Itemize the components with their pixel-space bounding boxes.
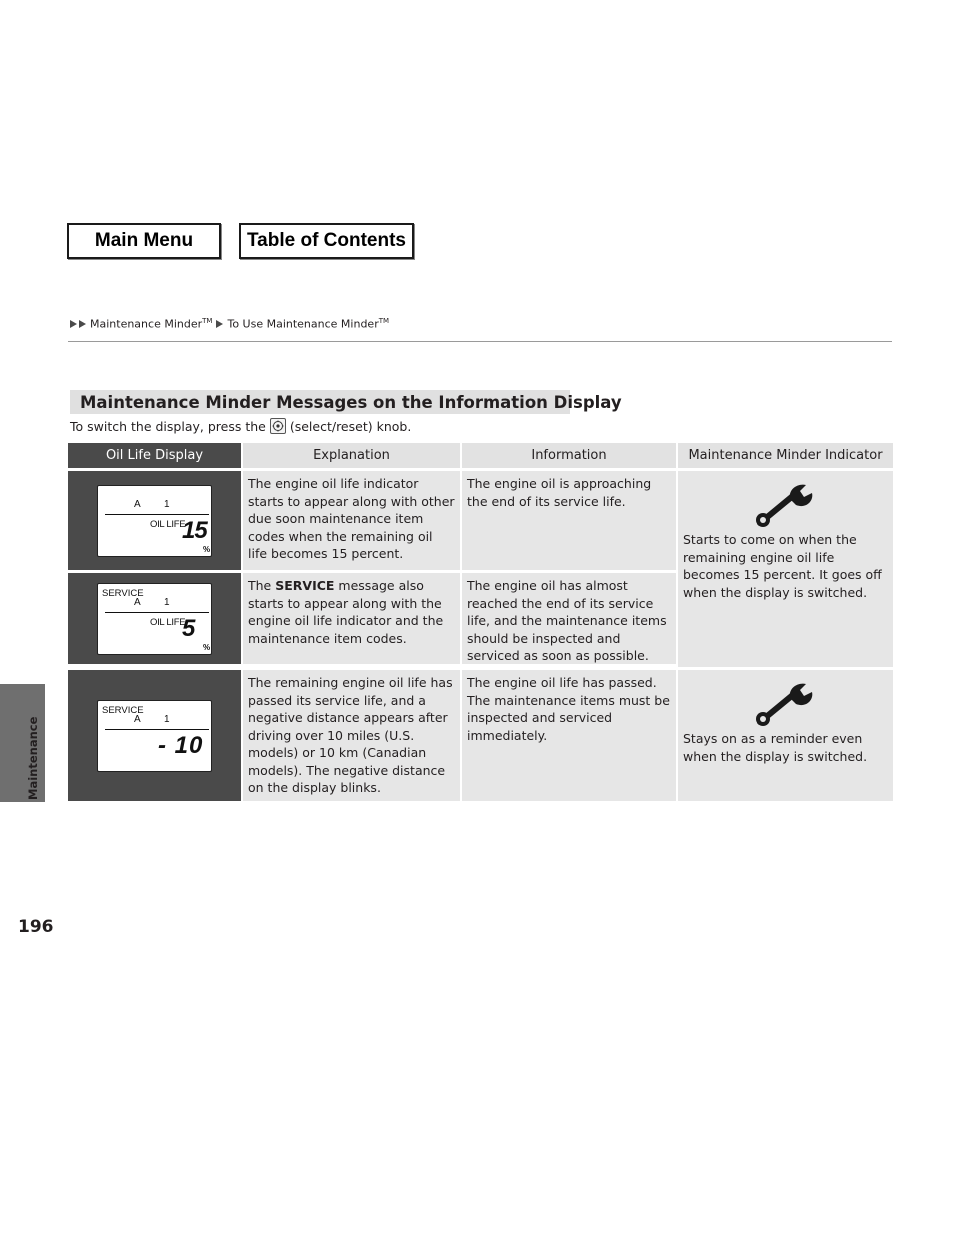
indicator-text: Stays on as a reminder even when the display is switched. (683, 731, 868, 764)
display-divider (105, 729, 209, 730)
maintenance-code-letter: A (134, 498, 141, 510)
maintenance-code-letter: A (134, 596, 141, 608)
oil-life-label: OIL LIFE (150, 518, 186, 530)
section-heading: Maintenance Minder Messages on the Information Display (70, 390, 570, 414)
maintenance-code-letter: A (134, 713, 141, 725)
info-display-screen (97, 583, 212, 655)
header-oil-life-display: Oil Life Display (68, 443, 243, 468)
service-label: SERVICE (102, 704, 144, 716)
info-display-screen (97, 700, 212, 772)
oil-life-label: OIL LIFE (150, 616, 186, 628)
header-indicator: Maintenance Minder Indicator (678, 443, 893, 468)
header-divider (68, 341, 892, 342)
service-label: SERVICE (102, 587, 144, 599)
negative-distance-value: - 10 (158, 731, 204, 759)
oil-life-display-cell (68, 471, 243, 570)
info-display-screen (97, 485, 212, 557)
breadcrumb-current: To Use Maintenance Minder™ (227, 317, 390, 331)
indicator-cell (678, 468, 893, 667)
information-cell: The engine oil life has passed. The maintenance items must be inspected and serviced immediately. (462, 670, 678, 801)
indicator-text: Starts to come on when the remaining engine oil life becomes 15 percent. It goes off when the display is switched. (683, 532, 882, 600)
table-row (68, 468, 678, 570)
breadcrumb (70, 317, 389, 331)
maintenance-code-number: 1 (164, 713, 170, 725)
information-cell: The engine oil has almost reached the end of its service life, and the maintenance items should be inspected and serviced as soon as possible. (462, 573, 678, 664)
header-information: Information (462, 443, 678, 468)
oil-life-unit: % (203, 544, 211, 554)
oil-life-value: 5 (182, 614, 195, 642)
breadcrumb-link-maintenance-minder[interactable]: Maintenance Minder™ (90, 317, 213, 331)
maintenance-messages-table (68, 443, 893, 801)
intro-text: To switch the display, press the (select/reset) knob. (70, 418, 412, 434)
oil-life-value: 15 (182, 516, 207, 544)
breadcrumb-arrow-icon (216, 320, 223, 328)
maintenance-code-number: 1 (164, 498, 170, 510)
wrench-icon (754, 481, 818, 529)
wrench-icon (754, 680, 818, 728)
select-reset-knob-icon (270, 418, 286, 434)
table-of-contents-button[interactable]: Table of Contents (239, 223, 414, 259)
maintenance-code-number: 1 (164, 596, 170, 608)
display-divider (105, 514, 209, 515)
information-cell: The engine oil is approaching the end of its service life. (462, 471, 678, 570)
page-number: 196 (18, 917, 54, 937)
oil-life-unit: % (203, 642, 211, 652)
display-divider (105, 612, 209, 613)
header-explanation: Explanation (243, 443, 462, 468)
breadcrumb-arrow-icon (79, 320, 86, 328)
side-tab-label: Maintenance (26, 716, 40, 800)
indicator-cell (678, 670, 893, 801)
breadcrumb-arrow-icon (70, 320, 77, 328)
oil-life-display-cell (68, 670, 243, 801)
table-header (68, 443, 893, 468)
explanation-cell: The SERVICE message also starts to appear along with the engine oil life indicator and the maintenance item codes. (243, 573, 462, 664)
oil-life-display-cell (68, 573, 243, 664)
explanation-cell: The remaining engine oil life has passed its service life, and a negative distance appears after driving over 10 miles (U.S. models) or 10 km (Canadian models). The negative distance on the display blinks. (243, 670, 462, 801)
main-menu-button[interactable]: Main Menu (67, 223, 221, 259)
table-row (68, 667, 893, 801)
table-row (68, 570, 678, 664)
explanation-cell: The engine oil life indicator starts to appear along with other due soon maintenance item codes when the remaining oil life becomes 15 percent. (243, 471, 462, 570)
